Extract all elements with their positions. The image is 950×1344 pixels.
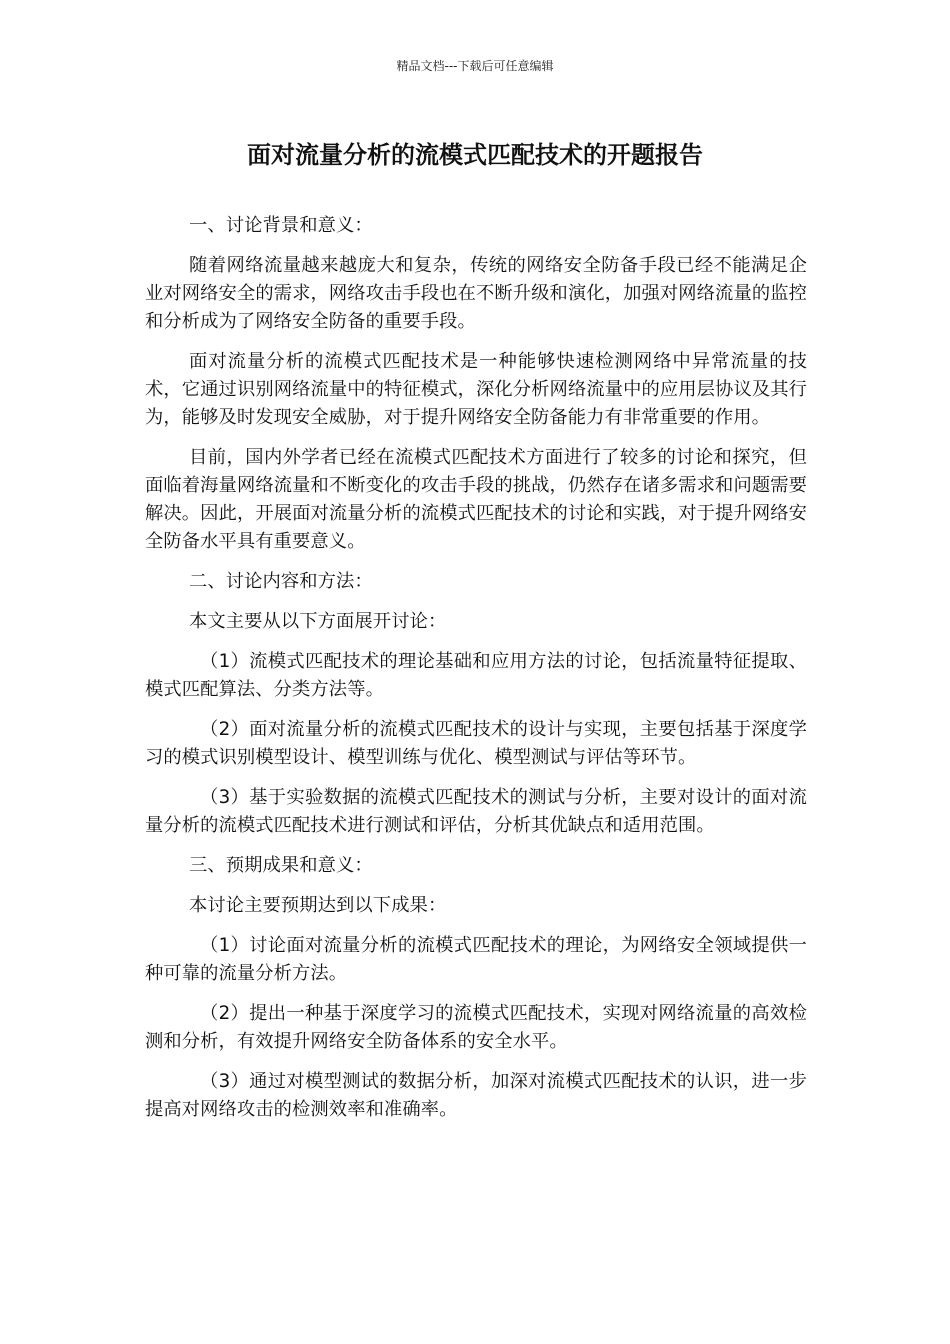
document-body	[145, 212, 807, 1136]
paragraph-background-3: 目前，国内外学者已经在流模式匹配技术方面进行了较多的讨论和探究，但面临着海量网络流量和不断变化的攻击手段的挑战，仍然存在诸多需求和问题需要解决。因此，开展面对流量分析的流模式匹配技术的讨论和实践，对于提升网络安全防备水平具有重要意义。	[145, 447, 807, 552]
list-item-result-1: （1）讨论面对流量分析的流模式匹配技术的理论，为网络安全领域提供一种可靠的流量分析方法。	[145, 935, 807, 984]
section-heading-expected-results: 三、预期成果和意义：	[189, 855, 373, 876]
section-heading-content-method: 二、讨论内容和方法：	[189, 571, 373, 592]
page-header: 精品文档---下载后可任意编辑	[396, 59, 554, 73]
list-item-content-2: （2）面对流量分析的流模式匹配技术的设计与实现，主要包括基于深度学习的模式识别模型设计、模型训练与优化、模型测试与评估等环节。	[145, 719, 807, 768]
list-item-result-3: （3）通过对模型测试的数据分析，加深对流模式匹配技术的认识，进一步提高对网络攻击的检测效率和准确率。	[145, 1071, 807, 1120]
document-title: 面对流量分析的流模式匹配技术的开题报告	[247, 141, 703, 169]
paragraph-background-2: 面对流量分析的流模式匹配技术是一种能够快速检测网络中异常流量的技术，它通过识别网络流量中的特征模式，深化分析网络流量中的应用层协议及其行为，能够及时发现安全威胁，对于提升网络安全防备能力有非常重要的作用。	[145, 351, 807, 428]
paragraph-content-intro: 本文主要从以下方面展开讨论：	[189, 611, 447, 632]
paragraph-results-intro: 本讨论主要预期达到以下成果：	[189, 895, 447, 916]
list-item-result-2: （2）提出一种基于深度学习的流模式匹配技术，实现对网络流量的高效检测和分析，有效提升网络安全防备体系的安全水平。	[145, 1003, 807, 1052]
paragraph-background-1: 随着网络流量越来越庞大和复杂，传统的网络安全防备手段已经不能满足企业对网络安全的需求，网络攻击手段也在不断升级和演化，加强对网络流量的监控和分析成为了网络安全防备的重要手段。	[145, 255, 807, 332]
list-item-content-3: （3）基于实验数据的流模式匹配技术的测试与分析，主要对设计的面对流量分析的流模式匹配技术进行测试和评估，分析其优缺点和适用范围。	[145, 787, 807, 836]
section-heading-background: 一、讨论背景和意义：	[189, 215, 373, 236]
list-item-content-1: （1）流模式匹配技术的理论基础和应用方法的讨论，包括流量特征提取、模式匹配算法、分类方法等。	[145, 651, 807, 700]
